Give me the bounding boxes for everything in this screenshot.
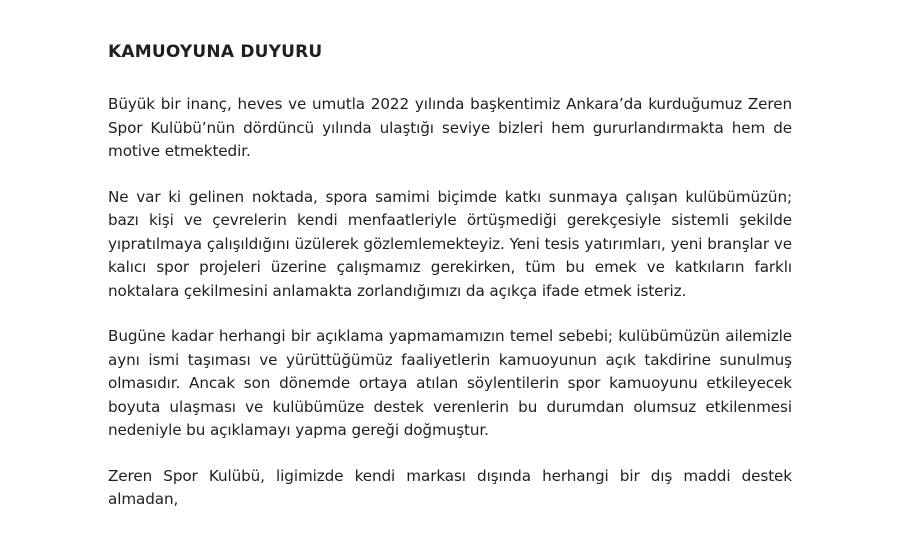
announcement-document	[108, 40, 792, 534]
document-title: KAMUOYUNA DUYURU	[108, 42, 323, 62]
paragraph-3: Bugüne kadar herhangi bir açıklama yapmamamızın temel sebebi; kulübümüzün ailemizle aynı ismi taşıması ve yürüttüğümüz faaliyetlerin kamuoyunun açık takdirine sunulmuş olmasıdır. Ancak son dönemde ortaya atılan söylentilerin spor kamuoyunu etkileyecek boyuta ulaşması ve kulübümüze destek verenlerin bu durumdan olumsuz etkilenmesi nedeniyle bu açıklamayı yapma gereği doğmuştur.	[108, 327, 792, 439]
paragraph-1: Büyük bir inanç, heves ve umutla 2022 yılında başkentimiz Ankara’da kurduğumuz Zeren Spor Kulübü’nün dördüncü yılında ulaştığı seviye bizleri hem gururlandırmakta hem de motive etmektedir.	[108, 95, 792, 160]
paragraph-2: Ne var ki gelinen noktada, spora samimi biçimde katkı sunmaya çalışan kulübümüzün; bazı kişi ve çevrelerin kendi menfaatleriyle örtüşmediği gerekçesiyle sistemli şekilde yıpratılmaya çalışıldığını üzülerek gözlemlemekteyiz. Yeni tesis yatırımları, yeni branşlar ve kalıcı spor projeleri üzerine çalışmamız gerekirken, tüm bu emek ve katkıların farklı noktalara çekilmesini anlamakta zorlandığımızı da açıkça ifade etmek isteriz.	[108, 187, 792, 300]
paragraph-4: Zeren Spor Kulübü, ligimizde kendi markası dışında herhangi bir dış maddi destek almadan,	[108, 466, 792, 508]
